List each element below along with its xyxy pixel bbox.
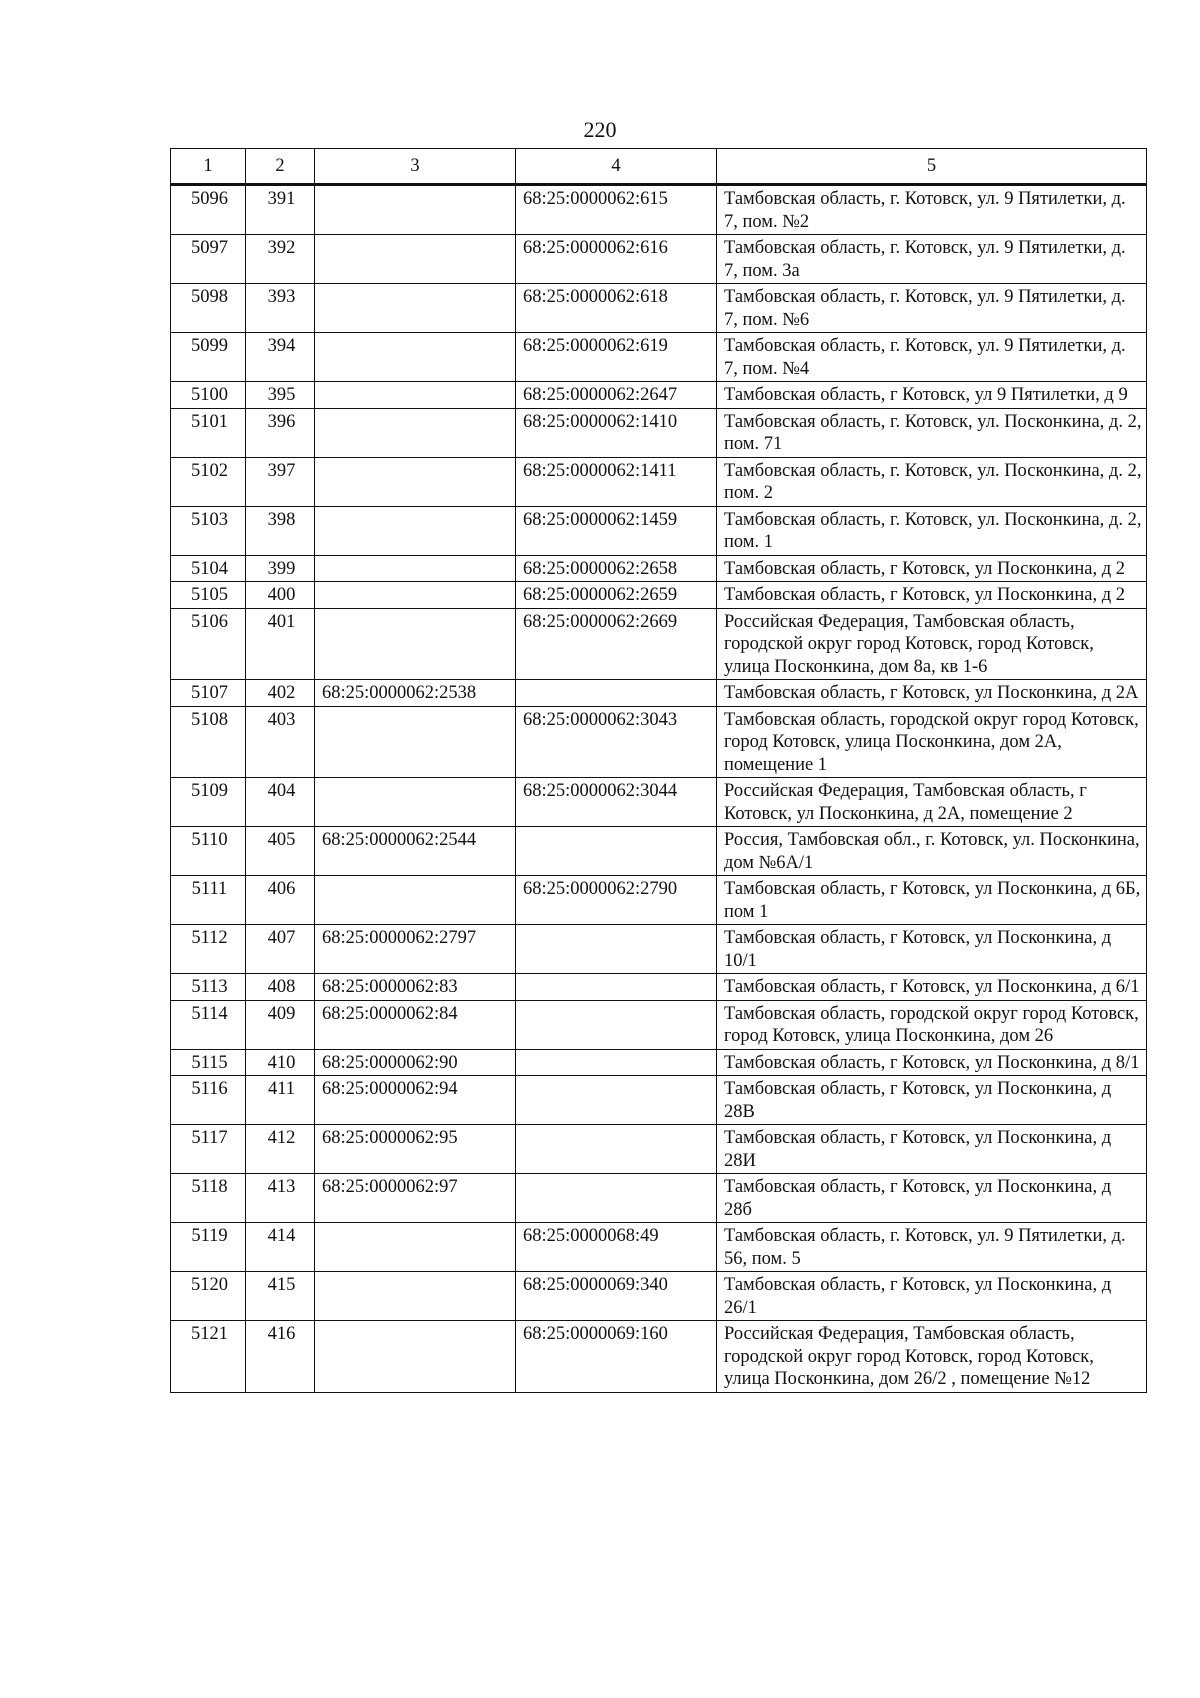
- address-cell: Российская Федерация, Тамбовская область, городской округ город Котовск, город Котовск, улица Посконкина, дом 8а, кв 1-6: [717, 608, 1147, 680]
- table-body: [171, 185, 1147, 1393]
- table-row: [171, 555, 1147, 582]
- cadastral-number-col3-cell: [315, 284, 516, 333]
- item-number-cell: 395: [246, 382, 315, 409]
- item-number-cell: 409: [246, 1000, 315, 1049]
- table-row: [171, 1223, 1147, 1272]
- cadastral-number-col3-cell: 68:25:0000062:84: [315, 1000, 516, 1049]
- cadastral-number-col4-cell: 68:25:0000069:340: [516, 1272, 717, 1321]
- item-number-cell: 391: [246, 185, 315, 235]
- item-number-cell: 397: [246, 457, 315, 506]
- row-number-cell: 5121: [171, 1321, 246, 1393]
- item-number-cell: 412: [246, 1125, 315, 1174]
- cadastral-number-col4-cell: 68:25:0000062:1411: [516, 457, 717, 506]
- cadastral-number-col4-cell: 68:25:0000062:2659: [516, 582, 717, 609]
- cadastral-number-col4-cell: 68:25:0000062:2647: [516, 382, 717, 409]
- cadastral-number-col3-cell: 68:25:0000062:97: [315, 1174, 516, 1223]
- column-header-4: 4: [516, 149, 717, 185]
- address-cell: Тамбовская область, г. Котовск, ул. Посконкина, д. 2, пом. 71: [717, 408, 1147, 457]
- cadastral-number-col4-cell: [516, 1049, 717, 1076]
- table-row: [171, 1049, 1147, 1076]
- row-number-cell: 5106: [171, 608, 246, 680]
- table-row: [171, 974, 1147, 1001]
- cadastral-number-col4-cell: [516, 1125, 717, 1174]
- table-row: [171, 382, 1147, 409]
- row-number-cell: 5096: [171, 185, 246, 235]
- table-row: [171, 1076, 1147, 1125]
- row-number-cell: 5098: [171, 284, 246, 333]
- cadastral-number-col3-cell: 68:25:0000062:83: [315, 974, 516, 1001]
- cadastral-number-col3-cell: 68:25:0000062:95: [315, 1125, 516, 1174]
- cadastral-number-col4-cell: 68:25:0000062:615: [516, 185, 717, 235]
- item-number-cell: 413: [246, 1174, 315, 1223]
- cadastral-number-col3-cell: 68:25:0000062:94: [315, 1076, 516, 1125]
- cadastral-number-col4-cell: 68:25:0000062:3043: [516, 706, 717, 778]
- row-number-cell: 5104: [171, 555, 246, 582]
- table-row: [171, 1174, 1147, 1223]
- column-header-5: 5: [717, 149, 1147, 185]
- cadastral-number-col4-cell: [516, 680, 717, 707]
- row-number-cell: 5097: [171, 235, 246, 284]
- row-number-cell: 5117: [171, 1125, 246, 1174]
- cadastral-number-col3-cell: [315, 333, 516, 382]
- item-number-cell: 408: [246, 974, 315, 1001]
- cadastral-number-col4-cell: [516, 1174, 717, 1223]
- row-number-cell: 5116: [171, 1076, 246, 1125]
- cadastral-number-col4-cell: [516, 925, 717, 974]
- table-row: [171, 925, 1147, 974]
- cadastral-number-col4-cell: 68:25:0000062:2790: [516, 876, 717, 925]
- cadastral-number-col3-cell: 68:25:0000062:2797: [315, 925, 516, 974]
- address-cell: Российская Федерация, Тамбовская область, городской округ город Котовск, город Котовск, улица Посконкина, дом 26/2 , помещение №12: [717, 1321, 1147, 1393]
- row-number-cell: 5099: [171, 333, 246, 382]
- row-number-cell: 5108: [171, 706, 246, 778]
- address-cell: Россия, Тамбовская обл., г. Котовск, ул. Посконкина, дом №6А/1: [717, 827, 1147, 876]
- address-cell: Тамбовская область, г Котовск, ул Посконкина, д 28В: [717, 1076, 1147, 1125]
- cadastral-number-col3-cell: [315, 185, 516, 235]
- item-number-cell: 393: [246, 284, 315, 333]
- address-cell: Тамбовская область, г Котовск, ул 9 Пятилетки, д 9: [717, 382, 1147, 409]
- table-row: [171, 333, 1147, 382]
- cadastral-number-col3-cell: [315, 582, 516, 609]
- row-number-cell: 5105: [171, 582, 246, 609]
- cadastral-number-col3-cell: [315, 1321, 516, 1393]
- cadastral-number-col3-cell: [315, 408, 516, 457]
- row-number-cell: 5102: [171, 457, 246, 506]
- cadastral-number-col4-cell: [516, 1076, 717, 1125]
- column-header-1: 1: [171, 149, 246, 185]
- registry-table: [170, 148, 1147, 1393]
- row-number-cell: 5113: [171, 974, 246, 1001]
- cadastral-number-col4-cell: 68:25:0000062:1410: [516, 408, 717, 457]
- column-header-2: 2: [246, 149, 315, 185]
- address-cell: Тамбовская область, городской округ город Котовск, город Котовск, улица Посконкина, дом 26: [717, 1000, 1147, 1049]
- table-row: [171, 706, 1147, 778]
- address-cell: Тамбовская область, г. Котовск, ул. 9 Пятилетки, д. 7, пом. №4: [717, 333, 1147, 382]
- item-number-cell: 406: [246, 876, 315, 925]
- table-row: [171, 582, 1147, 609]
- page-number: 220: [583, 117, 617, 142]
- cadastral-number-col3-cell: 68:25:0000062:90: [315, 1049, 516, 1076]
- item-number-cell: 394: [246, 333, 315, 382]
- row-number-cell: 5110: [171, 827, 246, 876]
- item-number-cell: 401: [246, 608, 315, 680]
- row-number-cell: 5111: [171, 876, 246, 925]
- cadastral-number-col3-cell: [315, 382, 516, 409]
- cadastral-number-col4-cell: [516, 974, 717, 1001]
- row-number-cell: 5115: [171, 1049, 246, 1076]
- table-row: [171, 506, 1147, 555]
- item-number-cell: 415: [246, 1272, 315, 1321]
- row-number-cell: 5107: [171, 680, 246, 707]
- address-cell: Тамбовская область, г Котовск, ул Посконкина, д 26/1: [717, 1272, 1147, 1321]
- address-cell: Тамбовская область, г Котовск, ул Посконкина, д 2: [717, 582, 1147, 609]
- cadastral-number-col3-cell: [315, 235, 516, 284]
- row-number-cell: 5109: [171, 778, 246, 827]
- table-row: [171, 1125, 1147, 1174]
- table-row: [171, 680, 1147, 707]
- cadastral-number-col4-cell: 68:25:0000062:1459: [516, 506, 717, 555]
- item-number-cell: 407: [246, 925, 315, 974]
- item-number-cell: 392: [246, 235, 315, 284]
- address-cell: Тамбовская область, г Котовск, ул Посконкина, д 10/1: [717, 925, 1147, 974]
- item-number-cell: 398: [246, 506, 315, 555]
- cadastral-number-col3-cell: [315, 1272, 516, 1321]
- cadastral-number-col4-cell: 68:25:0000062:2669: [516, 608, 717, 680]
- cadastral-number-col4-cell: 68:25:0000068:49: [516, 1223, 717, 1272]
- item-number-cell: 402: [246, 680, 315, 707]
- cadastral-number-col3-cell: [315, 506, 516, 555]
- cadastral-number-col4-cell: [516, 1000, 717, 1049]
- item-number-cell: 414: [246, 1223, 315, 1272]
- table-row: [171, 876, 1147, 925]
- cadastral-number-col3-cell: [315, 1223, 516, 1272]
- row-number-cell: 5118: [171, 1174, 246, 1223]
- cadastral-number-col3-cell: [315, 555, 516, 582]
- item-number-cell: 411: [246, 1076, 315, 1125]
- cadastral-number-col4-cell: 68:25:0000062:2658: [516, 555, 717, 582]
- row-number-cell: 5114: [171, 1000, 246, 1049]
- cadastral-number-col4-cell: 68:25:0000062:3044: [516, 778, 717, 827]
- row-number-cell: 5100: [171, 382, 246, 409]
- table-row: [171, 1000, 1147, 1049]
- table-row: [171, 457, 1147, 506]
- row-number-cell: 5120: [171, 1272, 246, 1321]
- table-row: [171, 1321, 1147, 1393]
- cadastral-number-col3-cell: [315, 608, 516, 680]
- cadastral-number-col3-cell: [315, 876, 516, 925]
- cadastral-number-col3-cell: [315, 706, 516, 778]
- address-cell: Тамбовская область, г. Котовск, ул. 9 Пятилетки, д. 7, пом. 3а: [717, 235, 1147, 284]
- item-number-cell: 396: [246, 408, 315, 457]
- table-row: [171, 778, 1147, 827]
- table-row: [171, 284, 1147, 333]
- row-number-cell: 5101: [171, 408, 246, 457]
- item-number-cell: 400: [246, 582, 315, 609]
- address-cell: Тамбовская область, г. Котовск, ул. 9 Пятилетки, д. 56, пом. 5: [717, 1223, 1147, 1272]
- cadastral-number-col4-cell: 68:25:0000062:618: [516, 284, 717, 333]
- item-number-cell: 404: [246, 778, 315, 827]
- item-number-cell: 405: [246, 827, 315, 876]
- table-row: [171, 408, 1147, 457]
- address-cell: Тамбовская область, г Котовск, ул Посконкина, д 6/1: [717, 974, 1147, 1001]
- table-row: [171, 235, 1147, 284]
- address-cell: Тамбовская область, г Котовск, ул Посконкина, д 28И: [717, 1125, 1147, 1174]
- table-row: [171, 608, 1147, 680]
- cadastral-number-col3-cell: [315, 778, 516, 827]
- address-cell: Тамбовская область, г. Котовск, ул. Посконкина, д. 2, пом. 1: [717, 506, 1147, 555]
- item-number-cell: 416: [246, 1321, 315, 1393]
- item-number-cell: 410: [246, 1049, 315, 1076]
- address-cell: Тамбовская область, г Котовск, ул Посконкина, д 6Б, пом 1: [717, 876, 1147, 925]
- cadastral-number-col4-cell: 68:25:0000062:616: [516, 235, 717, 284]
- header-row: [171, 149, 1147, 185]
- row-number-cell: 5103: [171, 506, 246, 555]
- item-number-cell: 403: [246, 706, 315, 778]
- cadastral-number-col4-cell: 68:25:0000069:160: [516, 1321, 717, 1393]
- item-number-cell: 399: [246, 555, 315, 582]
- address-cell: Тамбовская область, г Котовск, ул Посконкина, д 2А: [717, 680, 1147, 707]
- cadastral-number-col3-cell: 68:25:0000062:2538: [315, 680, 516, 707]
- table-row: [171, 1272, 1147, 1321]
- column-header-3: 3: [315, 149, 516, 185]
- address-cell: Тамбовская область, городской округ город Котовск, город Котовск, улица Посконкина, дом 2А, помещение 1: [717, 706, 1147, 778]
- table-row: [171, 827, 1147, 876]
- cadastral-number-col4-cell: 68:25:0000062:619: [516, 333, 717, 382]
- cadastral-number-col3-cell: 68:25:0000062:2544: [315, 827, 516, 876]
- table-row: [171, 185, 1147, 235]
- address-cell: Тамбовская область, г. Котовск, ул. Посконкина, д. 2, пом. 2: [717, 457, 1147, 506]
- cadastral-number-col3-cell: [315, 457, 516, 506]
- address-cell: Тамбовская область, г Котовск, ул Посконкина, д 2: [717, 555, 1147, 582]
- address-cell: Российская Федерация, Тамбовская область, г Котовск, ул Посконкина, д 2А, помещение 2: [717, 778, 1147, 827]
- address-cell: Тамбовская область, г. Котовск, ул. 9 Пятилетки, д. 7, пом. №2: [717, 185, 1147, 235]
- cadastral-number-col4-cell: [516, 827, 717, 876]
- row-number-cell: 5119: [171, 1223, 246, 1272]
- address-cell: Тамбовская область, г Котовск, ул Посконкина, д 28б: [717, 1174, 1147, 1223]
- row-number-cell: 5112: [171, 925, 246, 974]
- address-cell: Тамбовская область, г Котовск, ул Посконкина, д 8/1: [717, 1049, 1147, 1076]
- address-cell: Тамбовская область, г. Котовск, ул. 9 Пятилетки, д. 7, пом. №6: [717, 284, 1147, 333]
